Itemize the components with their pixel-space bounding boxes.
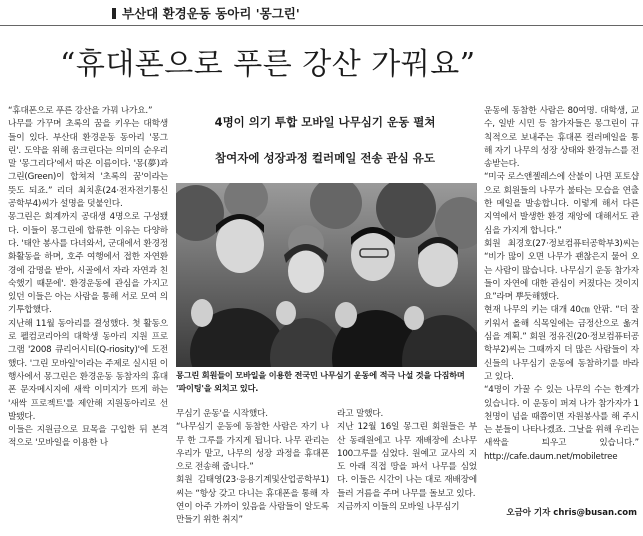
photo-caption: 몽그린 회원들이 모바일을 이용한 전국민 나무심기 운동에 적극 나설 것을 다짐하며 '파이팅'을 외치고 있다. [176,370,465,393]
article-column-2: 무심기 운동'을 시작했다. “나무심기 운동에 동참한 사람은 자기 나무 한 그루를 가지게 됩니다. 나무 관리는 우리가 맡고, 나무의 성장 과정을 휴대폰으로 전송해 줍니다.” 회원 김태영(23·응용기계및산업공학부1)씨는 “항상 갖고 다니는 휴대폰을 통해 자연이 아주 가까이 있음을 사람들이 알도록 만들기 위한 취지” [176,409,329,526]
kicker-text: 부산대 환경운동 동아리 '몽그린' [122,6,300,21]
section-kicker [112,3,532,25]
headline: “휴대폰으로 푸른 강산 가꿔요” [60,47,476,82]
group-photo [176,183,477,367]
article-column-3: 라고 말했다. 지난 12월 16일 몽그린 회원들은 부산 동래원에고 나무 재배장에 소나무 100그루를 심었다. 원예고 교사의 지도 아래 직접 땅을 파서 나무를 심었다. 이들은 시간이 나는 대로 재배장에 들러 거름을 주며 나무를 돌보고 있다. 지금까지 이들의 모바일 나무심기 [337,409,477,513]
byline: 오금아 기자 chris@busan.com [506,508,637,518]
subheadline-2: 참여자에 성장과정 컬러메일 전송 관심 유도 [215,151,435,165]
article-column-4: 운동에 동참한 사람은 80여명. 대학생, 교수, 일반 시민 등 참가자들은 몽그린이 규칙적으로 보내주는 휴대폰 컬러메일을 통해 자기 나무의 성장 상태와 환경뉴스를 전송받는다. “미국 로스앤젤레스에 산불이 나면 포토샵으로 회원들의 나무가 불타는 모습을 연출한 메일을 발송합니다. 이렇게 해서 다른 지역에서 발생한 환경 재앙에 대해서도 관심을 가지게 합니다.” 회원 최경호(27·정보컴퓨터공학부3)씨는 “비가 많이 오면 나무가 괜찮은지 물어 오는 사람이 많습니다. 나무심기 운동 참가자들이 자연에 대한 관심이 커졌다는 것이지요”라며 뿌듯해했다. 현재 나무의 키는 대개 40㎝ 안팎. “더 잘 키워서 올해 식목일에는 금정산으로 옮겨 심을 계획.” 회원 정유진(20·정보컴퓨터공학부2)씨는 그때까지 더 많은 사람들이 자신들의 나무심기 운동에 동참하기를 바라고 있다. “4명이 가꿀 수 있는 나무의 수는 한계가 있습니다. 이 운동이 퍼져 나가 참가자가 1천명이 넘을 때쯤이면 자원봉사를 해 주시는 분들이 나타나겠죠. 그날을 위해 우리는 새싹을 틔우고 있습니다.” http://cafe.daum.net/mobiletree [484,106,639,462]
article-column-1: “휴대폰으로 푸른 강산을 가꿔 나가요.” 나무를 가꾸며 초록의 꿈을 키우는 대학생들이 있다. 부산대 환경운동 동아리 '몽그린'. 도약을 위해 움크린다는 의미의 순우리말 '몽그리다'에서 따온 이름이다. '몽(夢)과 그린(Green)이 합쳐져 '초록의 꿈'이라는 뜻도 되죠.” 리더 최치훈(24·전자전기통신공학부4)씨가 설명을 덧붙인다. 몽그린은 회계까지 공대생 4명으로 구성됐다. 이들이 몽그린에 합류한 이유는 다양하다. '태안 봉사를 다녀와서, 군대에서 환경정화활동을 하며, 호주 여행에서 접한 자연환경에 감명을 받아, 시골에서 자라 자연과 친숙했기 때문에'. 환경운동에 관심을 가지고 있던 이들은 아는 사람을 통해 서로 모여 의기투합했다. 지난해 11월 동아리를 결성했다. 첫 활동으로 펠컴코리아의 대학생 동아리 지원 프로그램 '2008 큐리어시티(Q-riosity)'에 도전했다. '그린 모바일'이라는 주제로 실시된 이 행사에서 몽그린은 환경운동 동참자의 휴대폰 문자메시지에 새싹 이미지가 뜨게 하는 '새싹 프로젝트'를 제안해 지원동아리로 선발됐다. 이들은 지원금으로 묘목을 구입한 뒤 본격적으로 '모바일을 이용한 나 [8,106,168,449]
group-photo-image [176,183,477,367]
subheadline-1: 4명이 의기 투합 모바일 나무심기 운동 펼쳐 [214,115,436,129]
kicker-bar [112,8,116,19]
header-rule [0,25,643,26]
